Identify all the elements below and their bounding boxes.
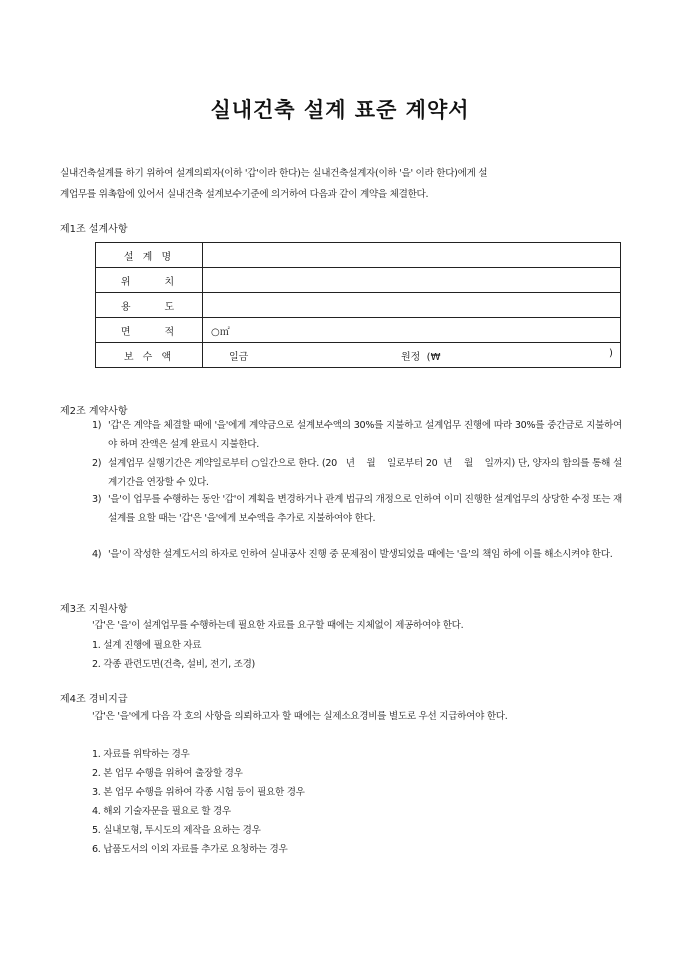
- table-row: [96, 268, 621, 293]
- row-label: 설 계 명: [96, 243, 203, 268]
- row-label: 면 적: [96, 318, 203, 343]
- item-number: 2): [92, 458, 102, 469]
- article-4-heading: 제4조 경비지급: [60, 694, 128, 705]
- row-value: [203, 243, 621, 268]
- fee-cell: [203, 343, 621, 368]
- list-item: 2. 본 업무 수행을 위하여 출장할 경우: [92, 768, 243, 779]
- row-value: [203, 293, 621, 318]
- fee-won: 원정 (₩: [401, 352, 441, 363]
- article-1-heading: 제1조 설계사항: [60, 224, 128, 235]
- item-text: '을'이 업무를 수행하는 동안 '갑'이 계획을 변경하거나 관계 법규의 개정으로 인하여 이미 진행한 설계업무의 상당한 수정 또는 재설계를 요할 때는 '갑'은 '을'에게 보수액을 추가로 지불하여야 한다.: [108, 494, 622, 524]
- article-3-heading: 제3조 지원사항: [60, 604, 128, 615]
- list-item: 6. 납품도서의 이외 자료를 추가로 요청하는 경우: [92, 844, 288, 855]
- list-item: 1. 설계 진행에 필요한 자료: [92, 640, 202, 651]
- row-label: 위 치: [96, 268, 203, 293]
- document-title: 실내건축 설계 표준 계약서: [210, 98, 470, 122]
- table-row: [96, 318, 621, 343]
- table-row: [96, 343, 621, 368]
- item-text: '갑'은 계약을 체결할 때에 '을'에게 계약금으로 설계보수액의 30%를 지불하고 설계업무 진행에 따라 30%를 중간금로 지불하여야 하며 잔액은 설계 완료시 지불한다.: [108, 420, 622, 450]
- table-row: [96, 293, 621, 318]
- row-value: ○㎡: [203, 318, 621, 343]
- article-4-intro: '갑'은 '을'에게 다음 각 호의 사항을 의뢰하고자 할 때에는 실제소요경비를 별도로 우선 지급하여야 한다.: [92, 711, 508, 722]
- item-number: 3): [92, 494, 102, 505]
- table-row: [96, 243, 621, 268]
- list-item: 5. 실내모형, 투시도의 제작을 요하는 경우: [92, 825, 261, 836]
- list-item: [92, 417, 622, 454]
- intro-paragraph: [60, 163, 626, 205]
- list-item: [92, 455, 622, 492]
- item-number: 1): [92, 420, 102, 431]
- intro-line: 계업무를 위촉함에 있어서 실내건축 설계보수기준에 의거하여 다음과 같이 계약을 체결한다.: [60, 189, 429, 200]
- intro-line: 실내건축설계를 하기 위하여 설계의뢰자(이하 '갑'이라 한다)는 실내건축설계자(이하 '을' 이라 한다)에게 설: [60, 168, 488, 179]
- design-info-table: [95, 242, 621, 368]
- fee-close: ): [609, 348, 613, 359]
- list-item: 4. 해외 기술자문을 필요로 할 경우: [92, 806, 231, 817]
- row-label: 보 수 액: [96, 343, 203, 368]
- row-value: [203, 268, 621, 293]
- item-number: 4): [92, 549, 102, 560]
- fee-prefix: 일금: [229, 352, 249, 363]
- list-item: 3. 본 업무 수행을 위하여 각종 시험 등이 필요한 경우: [92, 787, 305, 798]
- list-item: [92, 546, 622, 565]
- list-item: [92, 491, 622, 528]
- article-3-intro: '갑'은 '을'이 설계업무를 수행하는데 필요한 자료를 요구할 때에는 지체없이 제공하여야 한다.: [92, 620, 464, 631]
- list-item: 2. 각종 관련도면(건축, 설비, 전기, 조경): [92, 659, 255, 670]
- item-text: '을'이 작성한 설계도서의 하자로 인하여 실내공사 진행 중 문제점이 발생되었을 때에는 '을'의 책임 하에 이를 해소시켜야 한다.: [108, 549, 613, 560]
- list-item: 1. 자료를 위탁하는 경우: [92, 749, 190, 760]
- item-text: 설계업무 실행기간은 계약일로부터 ○일간으로 한다. (20 년 월 일로부터 20 년 월 일까지) 단, 양자의 합의를 통해 설계기간을 연장할 수 있다.: [108, 458, 622, 488]
- article-2-heading: 제2조 계약사항: [60, 406, 128, 417]
- row-label: 용 도: [96, 293, 203, 318]
